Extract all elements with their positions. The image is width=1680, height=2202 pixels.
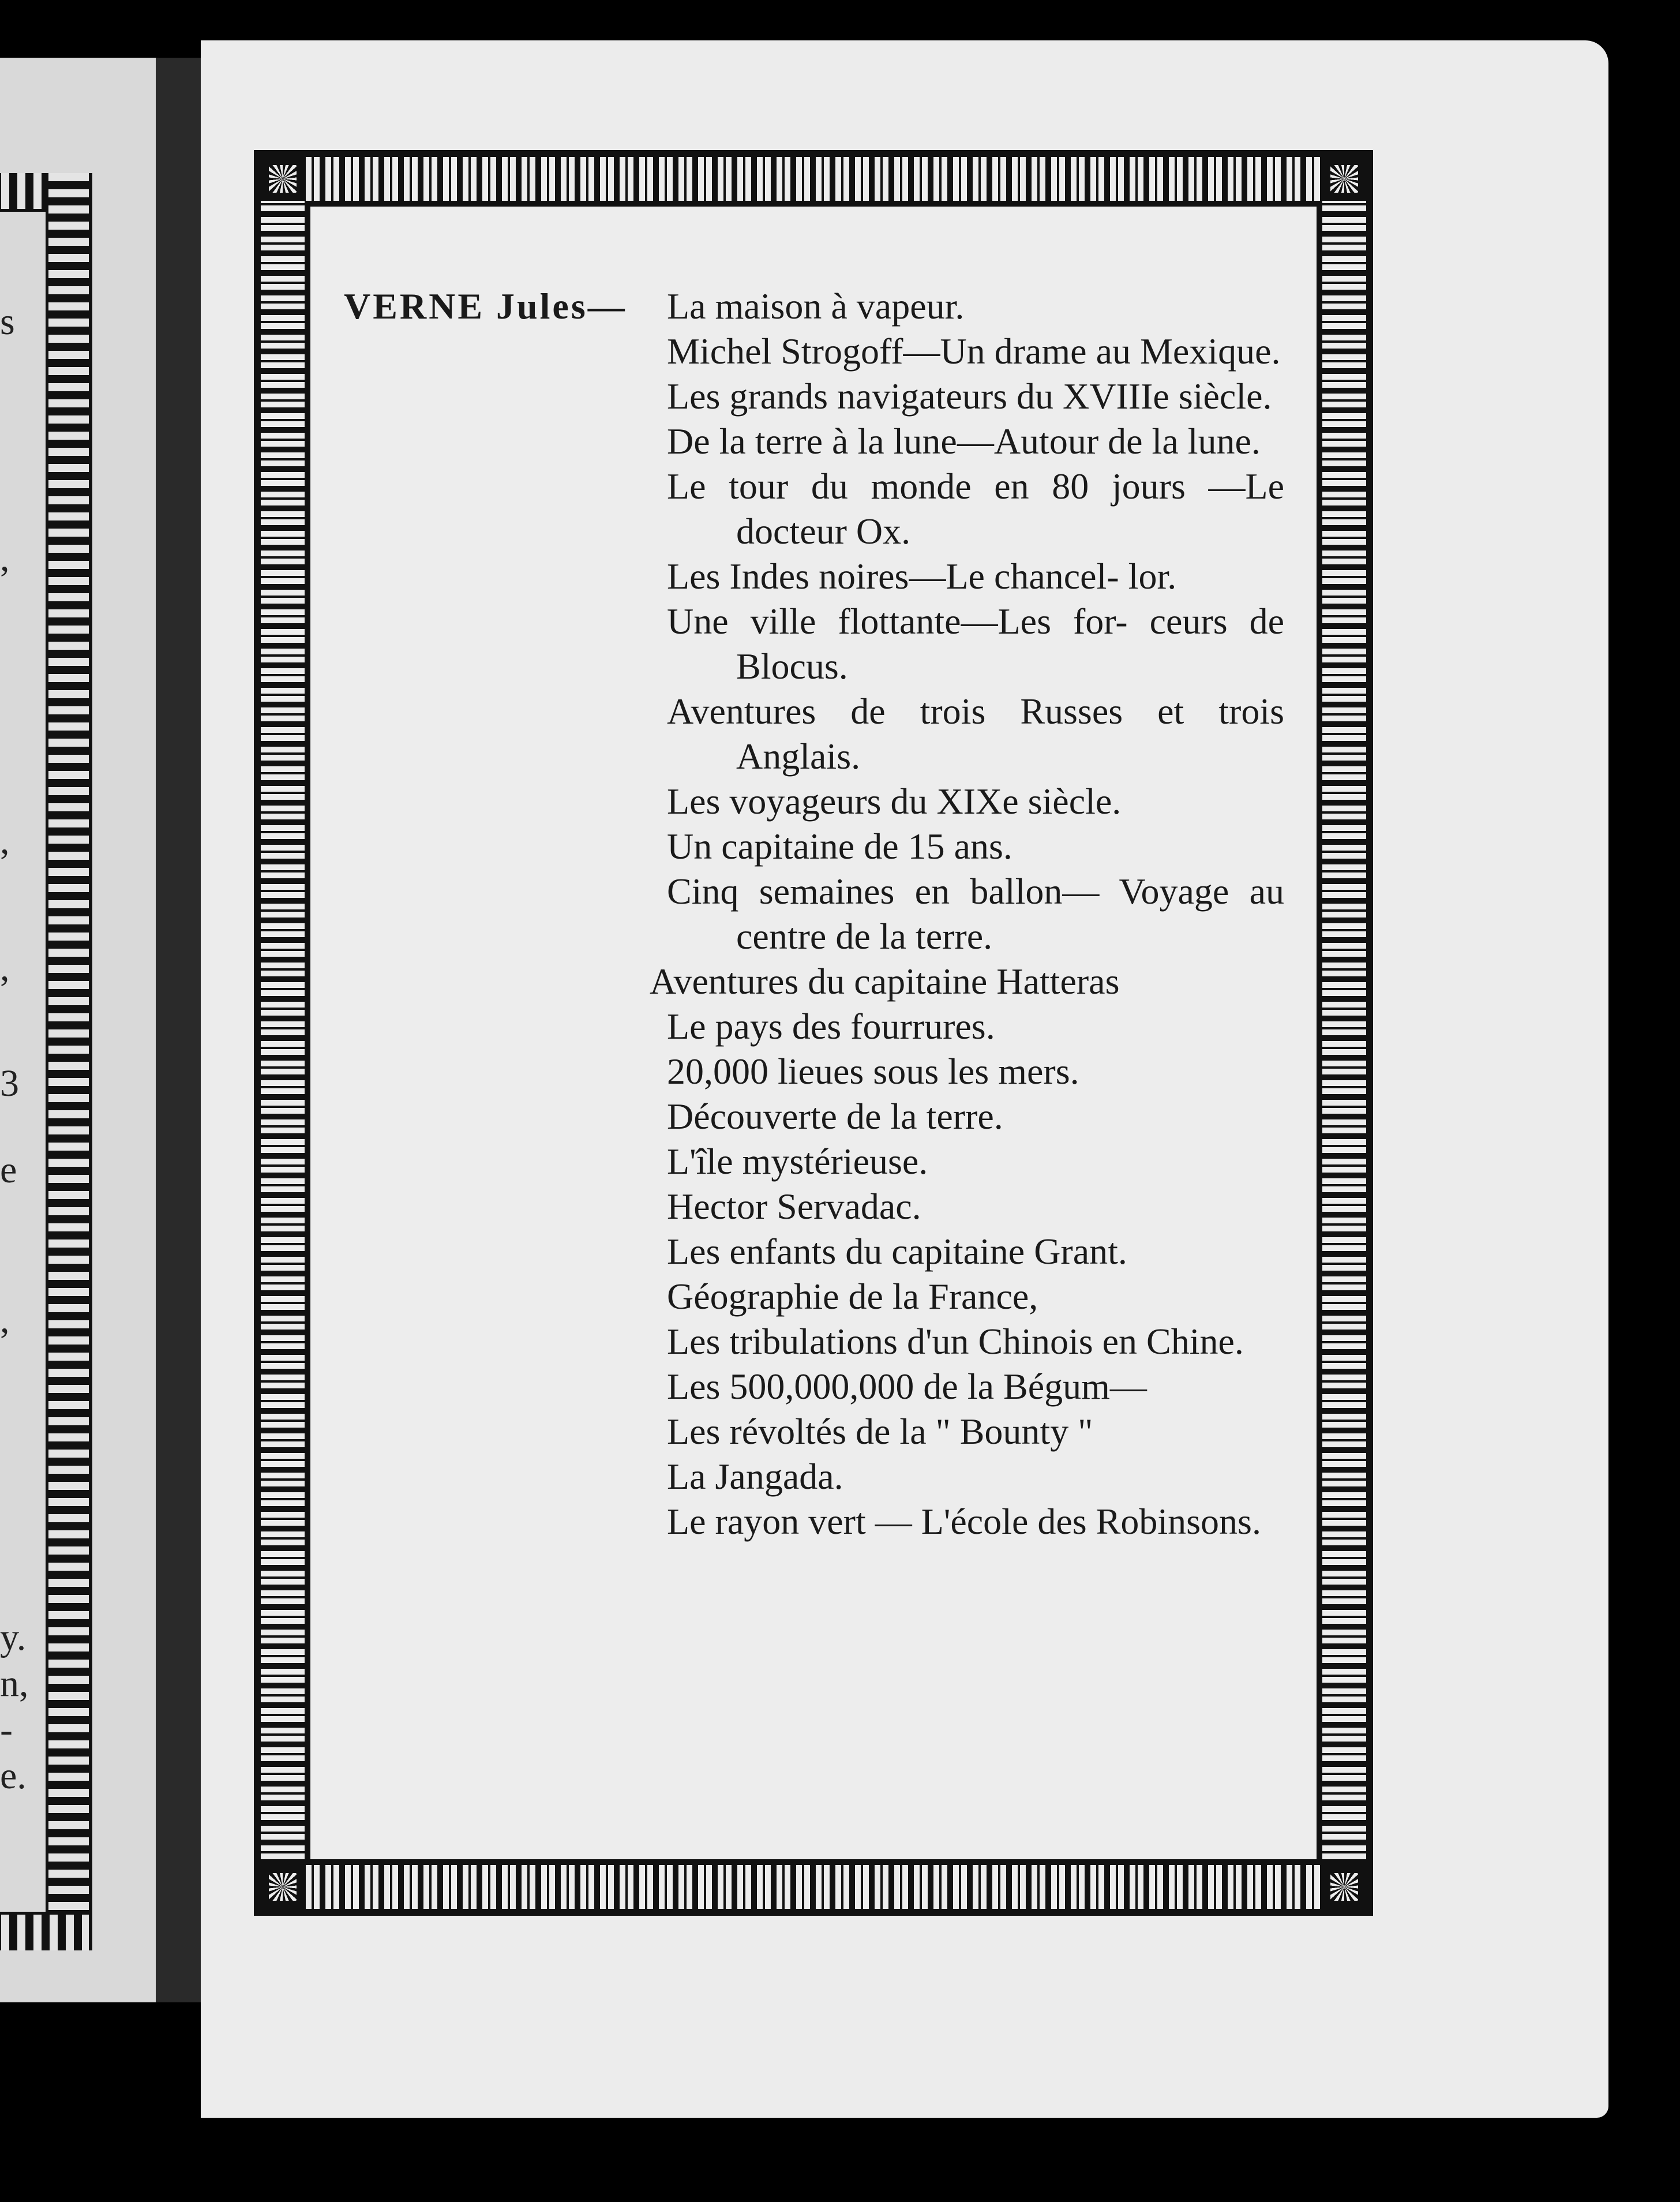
facing-page-text-fragment: e <box>0 1149 17 1191</box>
title-entry: Aventures de trois Russes et trois Anglais. <box>667 691 1284 777</box>
border-corner-ornament <box>261 1865 305 1909</box>
facing-page <box>0 58 156 2002</box>
title-entry: Aventures du capitaine Hatteras <box>650 961 1120 1002</box>
book-gutter <box>156 58 201 2002</box>
border-corner-ornament <box>261 157 305 201</box>
title-entry: Le rayon vert — L'école des Robinsons. <box>667 1501 1261 1542</box>
facing-page-text-fragment: - <box>0 1709 13 1751</box>
title-entry: Les Indes noires—Le chancel- lor. <box>667 556 1177 597</box>
border-right-band <box>1317 201 1366 1865</box>
title-entry: Le pays des fourrures. <box>667 1006 995 1047</box>
title-entry: L'île mystérieuse. <box>667 1141 928 1182</box>
facing-page-text-fragment: s <box>0 301 15 343</box>
border-top-band <box>261 157 1366 207</box>
title-entry: De la terre à la lune—Autour de la lune. <box>667 421 1261 462</box>
title-entry: 20,000 lieues sous les mers. <box>667 1051 1079 1092</box>
title-entry: Les voyageurs du XIXe siècle. <box>667 781 1122 822</box>
border-corner-ornament <box>1322 157 1366 201</box>
title-list <box>650 284 1284 1544</box>
facing-page-text-fragment: y. <box>0 1616 27 1658</box>
title-entry: Le tour du monde en 80 jours —Le docteur Ox. <box>667 466 1284 552</box>
facing-page-text-fragment: n, <box>0 1662 29 1705</box>
facing-page-text-fragment: e. <box>0 1755 27 1797</box>
title-entry: Hector Servadac. <box>667 1186 921 1227</box>
title-entry: Les révoltés de la " Bounty " <box>667 1411 1093 1452</box>
border-corner-ornament <box>1322 1865 1366 1909</box>
author-name: VERNE Jules— <box>344 286 627 327</box>
facing-page-text-fragment: , <box>0 820 10 862</box>
title-entry: Les enfants du capitaine Grant. <box>667 1231 1127 1272</box>
facing-border-bottom <box>0 1912 89 1950</box>
title-entry: La Jangada. <box>667 1456 843 1497</box>
title-entry: Cinq semaines en ballon— Voyage au centre de la terre. <box>667 871 1284 957</box>
facing-page-text-fragment: 3 <box>0 1062 19 1104</box>
facing-page-text-fragment: , <box>0 537 10 579</box>
title-entry: Découverte de la terre. <box>667 1096 1003 1137</box>
title-entry: Les 500,000,000 de la Bégum— <box>667 1366 1147 1407</box>
title-entry: La maison à vapeur. <box>667 286 965 327</box>
facing-page-text-fragment: , <box>0 947 10 989</box>
title-entry: Les grands navigateurs du XVIIIe siècle. <box>667 376 1272 417</box>
facing-border-right <box>46 173 89 1950</box>
border-bottom-band <box>261 1859 1366 1909</box>
title-entry: Les tribulations d'un Chinois en Chine. <box>667 1321 1244 1362</box>
title-entry: Une ville flottante—Les for- ceurs de Blocus. <box>667 601 1284 687</box>
border-left-band <box>261 201 310 1865</box>
title-entry: Michel Strogoff—Un drame au Mexique. <box>667 331 1281 372</box>
title-entry: Géographie de la France, <box>667 1276 1038 1317</box>
facing-page-text-fragment: , <box>0 1299 10 1341</box>
title-entry: Un capitaine de 15 ans. <box>667 826 1012 867</box>
